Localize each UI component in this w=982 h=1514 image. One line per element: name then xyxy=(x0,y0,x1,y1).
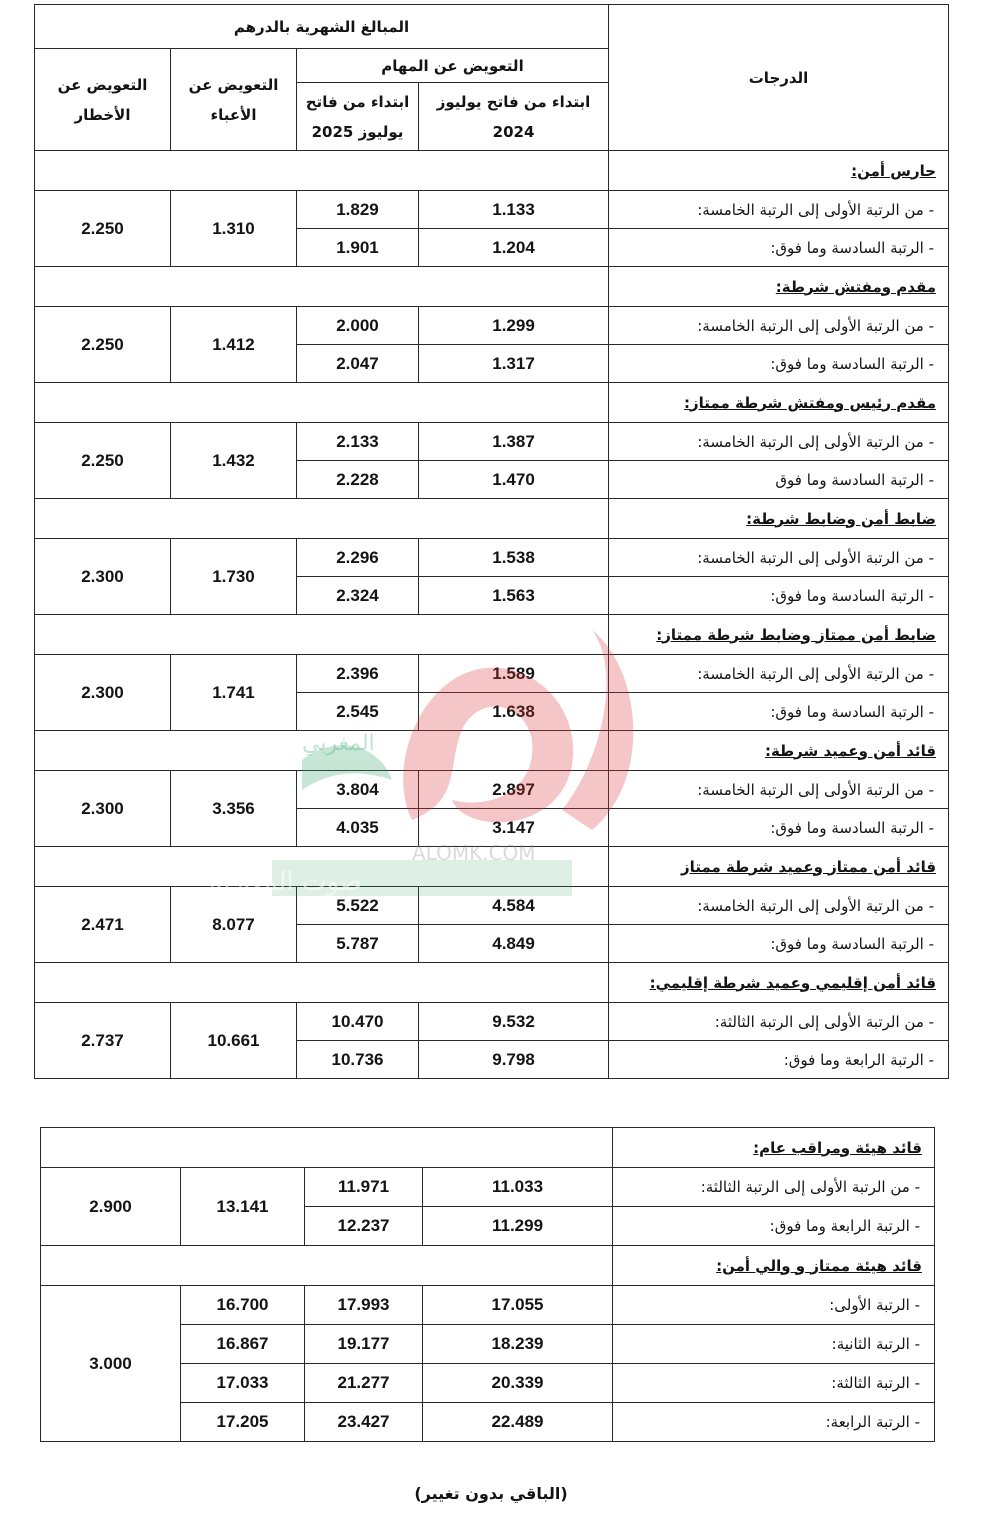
risks-value: 2.250 xyxy=(35,307,171,383)
july-2024-value: 2.897 xyxy=(419,771,609,809)
july-2025-value: 3.804 xyxy=(297,771,419,809)
burdens-value: 1.432 xyxy=(171,423,297,499)
grade-label: - الرتبة السادسة وما فوق: xyxy=(609,345,949,383)
group-spacer xyxy=(35,151,609,191)
grade-label: - الرتبة الأولى: xyxy=(613,1286,935,1325)
risks-value: 2.250 xyxy=(35,191,171,267)
july-2024-value: 20.339 xyxy=(423,1364,613,1403)
grade-label: - من الرتبة الأولى إلى الرتبة الخامسة: xyxy=(609,887,949,925)
risks-value: 2.300 xyxy=(35,771,171,847)
july-2025-value: 2.047 xyxy=(297,345,419,383)
group-spacer xyxy=(35,615,609,655)
group-spacer xyxy=(35,267,609,307)
july-2025-value: 17.993 xyxy=(305,1286,423,1325)
grade-label: - الرتبة السادسة وما فوق: xyxy=(609,229,949,267)
july-2024-value: 1.387 xyxy=(419,423,609,461)
july-2025-value: 1.829 xyxy=(297,191,419,229)
july-2024-value: 4.584 xyxy=(419,887,609,925)
grade-label: - الرتبة الثانية: xyxy=(613,1325,935,1364)
grade-label: - من الرتبة الأولى إلى الرتبة الخامسة: xyxy=(609,191,949,229)
burdens-header: التعويض عن الأعباء xyxy=(171,49,297,151)
burdens-value: 1.412 xyxy=(171,307,297,383)
risks-value: 2.300 xyxy=(35,655,171,731)
grade-label: - الرتبة السادسة وما فوق: xyxy=(609,809,949,847)
risks-value: 3.000 xyxy=(41,1286,181,1442)
july-2025-value: 12.237 xyxy=(305,1207,423,1246)
july-2024-value: 1.204 xyxy=(419,229,609,267)
grade-label: - الرتبة السادسة وما فوق xyxy=(609,461,949,499)
risks-header: التعويض عن الأخطار xyxy=(35,49,171,151)
grade-label: - من الرتبة الأولى إلى الرتبة الثالثة: xyxy=(609,1003,949,1041)
july-2024-value: 1.470 xyxy=(419,461,609,499)
group-title: قائد أمن ممتاز وعميد شرطة ممتاز xyxy=(609,847,949,887)
burdens-value: 1.310 xyxy=(171,191,297,267)
group-title: مقدم رئيس ومفتش شرطة ممتاز: xyxy=(609,383,949,423)
group-title: ضابط أمن وضابط شرطة: xyxy=(609,499,949,539)
group-title: مقدم ومفتش شرطة: xyxy=(609,267,949,307)
july-2025-value: 19.177 xyxy=(305,1325,423,1364)
risks-value: 2.900 xyxy=(41,1168,181,1246)
burdens-value: 3.356 xyxy=(171,771,297,847)
july-2024-value: 1.317 xyxy=(419,345,609,383)
burdens-value: 16.700 xyxy=(181,1286,305,1325)
grade-label: - من الرتبة الأولى إلى الرتبة الخامسة: xyxy=(609,655,949,693)
risks-value: 2.250 xyxy=(35,423,171,499)
burdens-value: 17.205 xyxy=(181,1403,305,1442)
july-2025-value: 23.427 xyxy=(305,1403,423,1442)
july-2024-value: 11.033 xyxy=(423,1168,613,1207)
july-2024-value: 4.849 xyxy=(419,925,609,963)
burdens-value: 10.661 xyxy=(171,1003,297,1079)
july-2024-value: 1.589 xyxy=(419,655,609,693)
group-spacer xyxy=(35,963,609,1003)
july-2024-value: 18.239 xyxy=(423,1325,613,1364)
grade-label: - الرتبة الرابعة: xyxy=(613,1403,935,1442)
july-2024-value: 1.299 xyxy=(419,307,609,345)
group-title: ضابط أمن ممتاز وضابط شرطة ممتاز: xyxy=(609,615,949,655)
burdens-value: 8.077 xyxy=(171,887,297,963)
july-2024-value: 17.055 xyxy=(423,1286,613,1325)
burdens-value: 13.141 xyxy=(181,1168,305,1246)
july-2025-value: 10.470 xyxy=(297,1003,419,1041)
july-2025-value: 2.324 xyxy=(297,577,419,615)
burdens-value: 16.867 xyxy=(181,1325,305,1364)
group-title: قائد هيئة ومراقب عام: xyxy=(613,1128,935,1168)
tasks-header: التعويض عن المهام xyxy=(297,49,609,83)
group-title: قائد هيئة ممتاز و والي أمن: xyxy=(613,1246,935,1286)
july-2025-header: ابتداء من فاتح يوليوز 2025 xyxy=(297,83,419,151)
july-2025-value: 21.277 xyxy=(305,1364,423,1403)
grade-label: - الرتبة السادسة وما فوق: xyxy=(609,925,949,963)
july-2024-header: ابتداء من فاتح يوليوز 2024 xyxy=(419,83,609,151)
grade-label: - الرتبة الرابعة وما فوق: xyxy=(609,1041,949,1079)
july-2025-value: 4.035 xyxy=(297,809,419,847)
group-title: قائد أمن إقليمي وعميد شرطة إقليمي: xyxy=(609,963,949,1003)
group-spacer xyxy=(41,1246,613,1286)
group-spacer xyxy=(35,383,609,423)
grade-label: - الرتبة الثالثة: xyxy=(613,1364,935,1403)
grade-label: - الرتبة السادسة وما فوق: xyxy=(609,693,949,731)
july-2025-value: 1.901 xyxy=(297,229,419,267)
watermark-tagline: صوت المغاربة xyxy=(209,867,362,897)
july-2025-value: 10.736 xyxy=(297,1041,419,1079)
burdens-value: 1.730 xyxy=(171,539,297,615)
july-2024-value: 3.147 xyxy=(419,809,609,847)
watermark-sub: المغربي xyxy=(302,731,375,756)
grade-label: - الرتبة السادسة وما فوق: xyxy=(609,577,949,615)
july-2025-value: 2.228 xyxy=(297,461,419,499)
july-2024-value: 11.299 xyxy=(423,1207,613,1246)
grade-label: - من الرتبة الأولى إلى الرتبة الخامسة: xyxy=(609,539,949,577)
july-2024-value: 1.563 xyxy=(419,577,609,615)
july-2024-value: 9.798 xyxy=(419,1041,609,1079)
july-2025-value: 2.545 xyxy=(297,693,419,731)
july-2025-value: 11.971 xyxy=(305,1168,423,1207)
july-2024-value: 9.532 xyxy=(419,1003,609,1041)
july-2025-value: 5.522 xyxy=(297,887,419,925)
group-title: حارس أمن: xyxy=(609,151,949,191)
grade-label: - من الرتبة الأولى إلى الرتبة الخامسة: xyxy=(609,307,949,345)
july-2024-value: 1.638 xyxy=(419,693,609,731)
july-2025-value: 2.000 xyxy=(297,307,419,345)
footer-note: (الباقي بدون تغيير) xyxy=(414,1484,568,1503)
monthly-amounts-header: المبالغ الشهرية بالدرهم xyxy=(35,5,609,49)
compensation-table-senior xyxy=(40,1127,935,1442)
july-2025-value: 2.296 xyxy=(297,539,419,577)
group-title: قائد أمن وعميد شرطة: xyxy=(609,731,949,771)
july-2025-value: 5.787 xyxy=(297,925,419,963)
grade-label: - من الرتبة الأولى إلى الرتبة الخامسة: xyxy=(609,423,949,461)
group-spacer xyxy=(35,731,609,771)
grade-label: - من الرتبة الأولى إلى الرتبة الثالثة: xyxy=(613,1168,935,1207)
watermark-latin: ALOMK.COM xyxy=(412,841,536,865)
july-2025-value: 2.133 xyxy=(297,423,419,461)
group-spacer xyxy=(41,1128,613,1168)
grades-header: الدرجات xyxy=(609,5,949,151)
july-2024-value: 1.538 xyxy=(419,539,609,577)
group-spacer xyxy=(35,847,609,887)
july-2024-value: 1.133 xyxy=(419,191,609,229)
july-2025-value: 2.396 xyxy=(297,655,419,693)
july-2024-value: 22.489 xyxy=(423,1403,613,1442)
burdens-value: 17.033 xyxy=(181,1364,305,1403)
burdens-value: 1.741 xyxy=(171,655,297,731)
group-spacer xyxy=(35,499,609,539)
risks-value: 2.300 xyxy=(35,539,171,615)
compensation-table-main xyxy=(34,4,949,1079)
risks-value: 2.737 xyxy=(35,1003,171,1079)
risks-value: 2.471 xyxy=(35,887,171,963)
grade-label: - من الرتبة الأولى إلى الرتبة الخامسة: xyxy=(609,771,949,809)
grade-label: - الرتبة الرابعة وما فوق: xyxy=(613,1207,935,1246)
